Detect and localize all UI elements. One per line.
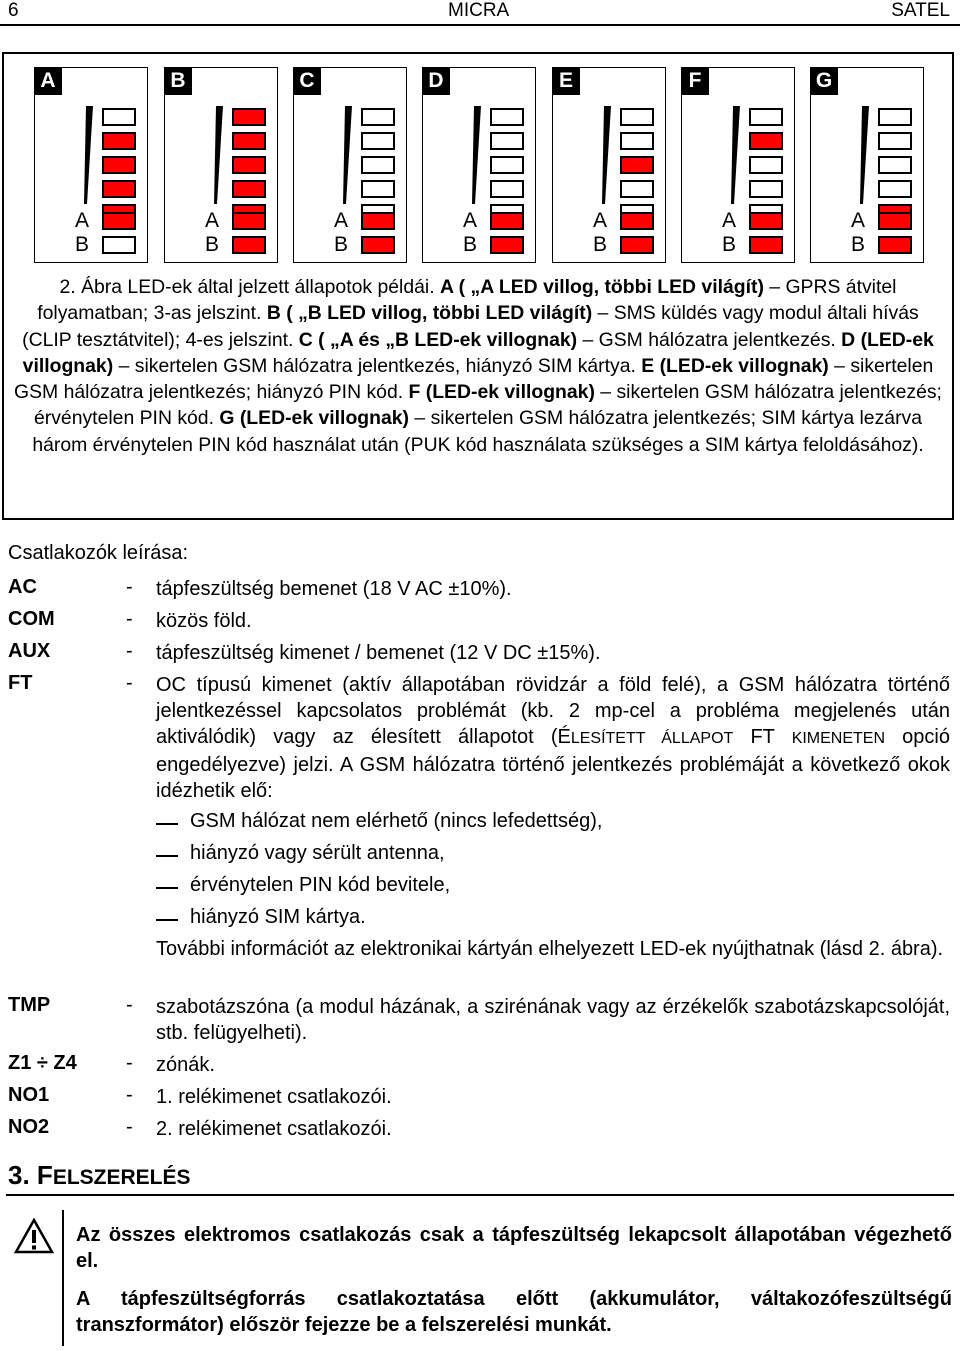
led-b-indicator xyxy=(878,236,912,254)
caption-b-text: – SMS küldés vagy modul általi hívás (CLIP tesztátvitel); 4-es jelszint. xyxy=(22,302,919,351)
signal-led xyxy=(102,108,136,126)
signal-led xyxy=(749,180,783,198)
led-a-indicator xyxy=(102,212,136,230)
header-divider xyxy=(0,24,960,26)
caption-c-label: C ( „A és „B LED-ek villognak) xyxy=(298,328,578,351)
signal-wedge-icon xyxy=(203,106,225,206)
led-panel-b xyxy=(164,67,278,263)
connector-desc: 2. relékimenet csatlakozói. xyxy=(156,1118,392,1140)
section-heading xyxy=(8,1160,191,1191)
signal-led xyxy=(232,180,266,198)
dash-mark xyxy=(156,919,178,921)
led-a-indicator xyxy=(232,212,266,230)
led_a-label: A xyxy=(722,209,737,232)
connector-desc xyxy=(156,672,950,804)
signal-led xyxy=(490,108,524,126)
caption-intro: 2. Ábra LED-ek által jelzett állapotok példái. xyxy=(59,276,441,298)
dash-mark xyxy=(156,887,178,889)
signal-wedge-icon xyxy=(332,106,354,206)
connectors-title: Csatlakozók leírása: xyxy=(8,542,189,564)
connector-desc: közös föld. xyxy=(156,610,252,632)
led_a-label: A xyxy=(334,209,349,232)
connector-desc: tápfeszültség kimenet / bemenet (12 V DC ±15%). xyxy=(156,642,601,664)
section-divider xyxy=(6,1194,954,1196)
panel-label: C xyxy=(293,67,321,95)
led_a-label: A xyxy=(75,209,90,232)
signal-led xyxy=(749,132,783,150)
led_a-label: A xyxy=(205,209,220,232)
signal-led xyxy=(232,132,266,150)
signal-led xyxy=(361,180,395,198)
connector-term: AC xyxy=(8,576,37,598)
signal-led xyxy=(361,156,395,174)
connector-desc: zónák. xyxy=(156,1054,215,1076)
section-number: 3. xyxy=(8,1160,30,1190)
led_b-label: B xyxy=(722,233,737,256)
signal-led xyxy=(490,180,524,198)
connector-term: TMP xyxy=(8,994,51,1016)
led_a-label: A xyxy=(593,209,608,232)
connector-desc: 1. relékimenet csatlakozói. xyxy=(156,1086,392,1108)
connector-dash: - xyxy=(126,1084,133,1106)
connector-dash: - xyxy=(126,608,133,630)
warning-text-1: Az összes elektromos csatlakozás csak a tápfeszültség lekapcsolt állapotában végezhető el. xyxy=(76,1224,952,1272)
led-b-indicator xyxy=(490,236,524,254)
led_b-label: B xyxy=(593,233,608,256)
caption-g-text: – sikertelen GSM hálózatra jelentkezés; SIM kártya lezárva három érvénytelen PIN kód használat után (PUK kód használata szükséges a SIM kártya feloldásához). xyxy=(32,407,924,456)
dash-mark xyxy=(156,823,178,825)
led-a-indicator xyxy=(361,212,395,230)
ft-desc-option-name: LESÍTETT ÁLLAPOT xyxy=(570,730,734,747)
led-a-indicator xyxy=(490,212,524,230)
connector-term: COM xyxy=(8,608,55,630)
caption-d-text: – sikertelen GSM hálózatra jelentkezés, hiányzó SIM kártya. xyxy=(113,354,642,377)
led_b-label: B xyxy=(334,233,349,256)
connector-dash: - xyxy=(126,1116,133,1138)
caption-b-label: B ( „B LED villog, többi LED világít) xyxy=(266,302,593,325)
signal-wedge-icon xyxy=(73,106,95,206)
signal-wedge-icon xyxy=(461,106,483,206)
signal-wedge-icon xyxy=(591,106,613,206)
warning-divider xyxy=(62,1210,64,1346)
led_a-label: A xyxy=(851,209,866,232)
caption-e-text: – sikertelen GSM hálózatra jelentkezés; hiányzó PIN kód. xyxy=(14,354,934,404)
signal-led xyxy=(102,180,136,198)
connector-term: FT xyxy=(8,672,33,694)
ft-desc-part3: opció engedélyezve) jelzi. A GSM hálózatra történő jelentkezés problémáját a következő okok idézhetik elő: xyxy=(156,726,950,802)
signal-led xyxy=(749,156,783,174)
signal-led xyxy=(620,180,654,198)
led-b-indicator xyxy=(232,236,266,254)
signal-led xyxy=(490,156,524,174)
signal-led xyxy=(878,132,912,150)
led_b-label: B xyxy=(75,233,90,256)
ft-note: További információt az elektronikai kártyán elhelyezett LED-ek nyújthatnak (lásd 2. ábra). xyxy=(156,938,944,960)
led-b-indicator xyxy=(620,236,654,254)
signal-led xyxy=(361,132,395,150)
caption-d-label: D (LED-ek villognak) xyxy=(22,328,934,377)
brand-name: SATEL xyxy=(891,0,950,21)
signal-led xyxy=(102,132,136,150)
panel-label: F xyxy=(681,67,709,95)
led-panel-e xyxy=(552,67,666,263)
panel-label: B xyxy=(164,67,192,95)
led-panel-f xyxy=(681,67,795,263)
signal-wedge-icon xyxy=(720,106,742,206)
list-item-text: GSM hálózat nem elérhető (nincs lefedettség), xyxy=(190,810,603,832)
panel-label: G xyxy=(810,67,838,95)
warning-icon xyxy=(14,1218,54,1254)
figure-caption xyxy=(12,274,944,458)
signal-led xyxy=(620,132,654,150)
caption-a-text: – GPRS átvitel folyamatban; 3-as jelszint. xyxy=(37,276,897,325)
signal-led xyxy=(232,108,266,126)
led-panel-a xyxy=(34,67,148,263)
led-panel-g xyxy=(810,67,924,263)
list-item-text: hiányzó vagy sérült antenna, xyxy=(190,842,445,864)
led_b-label: B xyxy=(463,233,478,256)
led_a-label: A xyxy=(463,209,478,232)
panel-label: E xyxy=(552,67,580,95)
led_b-label: B xyxy=(205,233,220,256)
connector-desc: szabotázszóna (a modul házának, a szirénának vagy az érzékelők szabotázskapcsolóját, stb. felügyelheti). xyxy=(156,996,950,1044)
connector-dash: - xyxy=(126,994,133,1016)
caption-e-label: E (LED-ek villognak) xyxy=(641,354,829,377)
caption-f-label: F (LED-ek villognak) xyxy=(408,381,595,404)
signal-led xyxy=(620,156,654,174)
led-b-indicator xyxy=(749,236,783,254)
list-item-text: hiányzó SIM kártya. xyxy=(190,906,366,928)
page-number: 6 xyxy=(8,0,19,21)
signal-led xyxy=(878,180,912,198)
led-panel-c xyxy=(293,67,407,263)
led_b-label: B xyxy=(851,233,866,256)
document-title: MICRA xyxy=(448,0,510,21)
ft-desc-option-initial: É xyxy=(557,726,571,748)
signal-led xyxy=(361,108,395,126)
connector-dash: - xyxy=(126,576,133,598)
panel-label: D xyxy=(422,67,450,95)
list-item-text: érvénytelen PIN kód bevitele, xyxy=(190,874,451,896)
warning-text-2: A tápfeszültségforrás csatlakoztatása előtt (akkumulátor, váltakozófeszültségű transzformátor) először fejezze be a felszerelési munkát. xyxy=(76,1288,952,1336)
signal-led xyxy=(490,132,524,150)
led-a-indicator xyxy=(620,212,654,230)
signal-wedge-icon xyxy=(849,106,871,206)
led-a-indicator xyxy=(878,212,912,230)
connector-desc: tápfeszültség bemenet (18 V AC ±10%). xyxy=(156,578,512,600)
section-title-initial: F xyxy=(36,1160,53,1190)
page-header xyxy=(0,0,960,22)
connector-term: NO1 xyxy=(8,1084,50,1106)
signal-led xyxy=(620,108,654,126)
connector-term: NO2 xyxy=(8,1116,50,1138)
connector-dash: - xyxy=(126,640,133,662)
connector-term: AUX xyxy=(8,640,51,662)
led-b-indicator xyxy=(102,236,136,254)
signal-led xyxy=(232,156,266,174)
led-b-indicator xyxy=(361,236,395,254)
signal-led xyxy=(878,156,912,174)
ft-desc-part2: FT xyxy=(733,726,792,748)
ft-desc-option-name2: KIMENETEN xyxy=(791,730,886,747)
ft-desc-part1: OC típusú kimenet (aktív állapotában rövidzár a föld felé), a GSM hálózatra történő jelentkezéssel kapcsolatos problémát (kb. 2 mp-cel a probléma megjelenés után aktiválódik) vagy az élesített állapotot ( xyxy=(156,674,950,748)
led-a-indicator xyxy=(749,212,783,230)
caption-a-label: A ( „A LED villog, többi LED világít) xyxy=(440,276,764,298)
signal-led xyxy=(749,108,783,126)
panel-label: A xyxy=(34,67,62,95)
connector-dash: - xyxy=(126,1052,133,1074)
signal-led xyxy=(878,108,912,126)
caption-f-text: – sikertelen GSM hálózatra jelentkezés; érvénytelen PIN kód. xyxy=(33,381,942,430)
section-title-rest: ELSZERELÉS xyxy=(52,1166,191,1189)
dash-mark xyxy=(156,855,178,857)
led-panel-d xyxy=(422,67,536,263)
caption-g-label: G (LED-ek villognak) xyxy=(219,407,410,430)
connector-term: Z1 ÷ Z4 xyxy=(8,1052,77,1074)
caption-c-text: – GSM hálózatra jelentkezés. xyxy=(577,328,842,351)
connector-dash: - xyxy=(126,672,133,694)
signal-led xyxy=(102,156,136,174)
